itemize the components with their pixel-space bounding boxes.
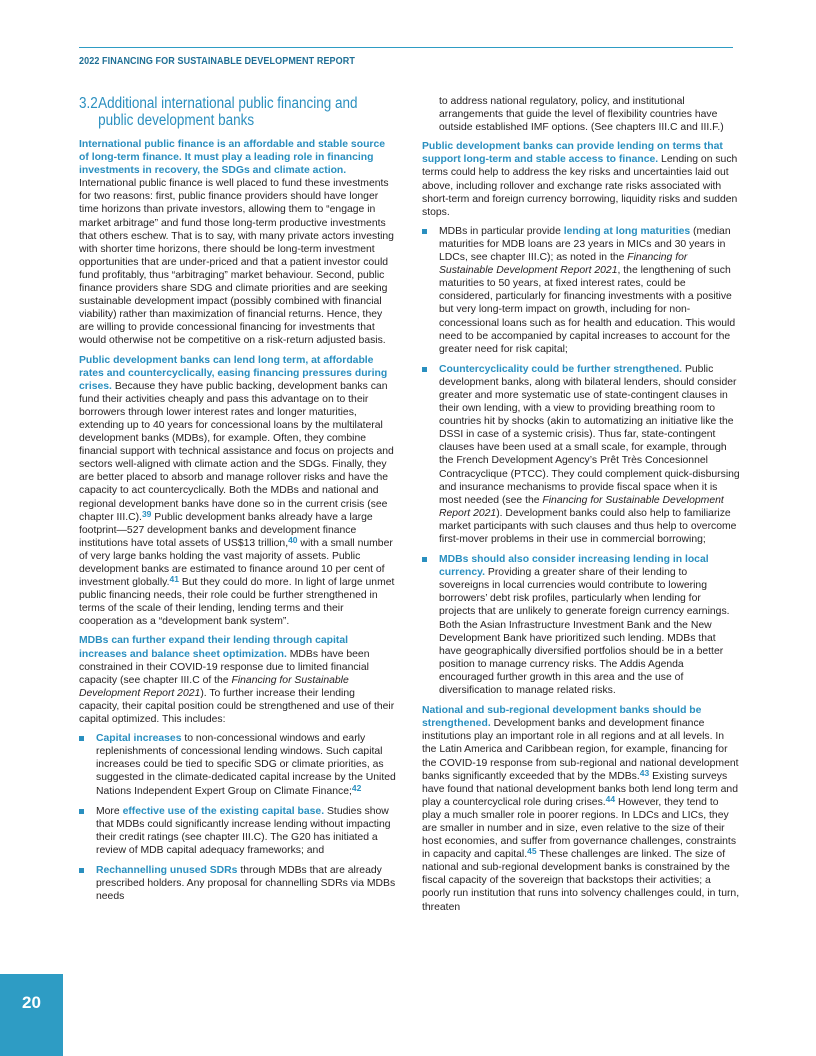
page-number-tab: [0, 974, 63, 1056]
footnote-ref-41[interactable]: 41: [169, 574, 179, 585]
section-title: [79, 95, 397, 129]
right-column: [422, 95, 740, 920]
paragraph-body: Lending on such terms could help to address the key risks and uncertainties laid out above, including rollover and exchange rate risks associated with short-term and foreign currency borrowing, liquidity risks and sudden stops.: [422, 154, 738, 218]
bullet-item-local-currency: [422, 553, 740, 697]
bullet-body: (median maturities for MDB loans are 23 years in MICs and 30 years in LDCs, see chapter III.C); as noted in the: [439, 225, 731, 264]
bullet-list-lending: [422, 225, 740, 697]
header-rule: [79, 47, 733, 48]
paragraph-body: Development banks and development finance institutions play an important role in all regions and at all levels. In the Latin America and Caribbean region, for example, financing for the COVID-19 response from sub-regional and national development banks significantly exceeded that by the MDBs.: [422, 718, 739, 782]
bullet-body: to non-concessional windows and early replenishments of concessional lending windows. Such capital increases could be tied to specific SDG or climate priorities, as suggested in the climate-dedicated capital increase by the United Nations Independent Expert Group on Climate Finance;: [96, 733, 396, 797]
paragraph-national-development-banks: [422, 704, 740, 914]
paragraph-body: However, they tend to play a much smaller role in poorer regions. In LDCs and LICs, they are smaller in number and in size, even relative to the size of their host economies, and suffer from governance challenges, constraints in capacity and capital.: [422, 796, 737, 861]
bullet-body: More: [96, 805, 123, 817]
left-column: [79, 95, 397, 910]
report-title-italic: Financing for Sustainable Development Report 2021: [439, 252, 688, 277]
bullet-body: ). Development banks could also help to familiarize market participants with such clauses and thus help to overcome first-mover problems in their use in commercial borrowing;: [439, 507, 737, 545]
footnote-ref-39[interactable]: 39: [141, 508, 152, 519]
paragraph-lead: Public development banks can provide lending on terms that support long-term and stable access to finance.: [422, 141, 723, 166]
bullet-highlight: Countercyclicality could be further strengthened.: [439, 363, 683, 375]
paragraph-body: International public finance is well placed to fund these investments for two reasons: first, public finance providers should have longer time horizons than private investors, allowing them to “engage in market arbitrage” and fund those long-term productive investments that others eschew. That is to say, with many private actors investing with shorter time horizons, there should be long-term investment opportunities that are under-priced and that a patient investor could fund profitably, thus “arbitraging” market behaviour. Second, public finance providers share SDG and climate priorities and are seeking sustainable development impact (possibly combined with financial viability) rather than maximization of financial returns. Hence, they are willing to provide concessional financing for investments that would otherwise not be competitive on a risk-return adjusted basis.: [79, 178, 394, 347]
report-title-italic: Financing for Sustainable Development Report 2021: [79, 674, 349, 699]
bullet-square-icon: [422, 557, 427, 562]
paragraph-body: ). To further increase their lending capacity, their capital position could be strengthened and use of their capital optimized. This includes:: [79, 687, 395, 726]
paragraph-body: Existing surveys have found that national development banks both lend long term and play a countercyclical role during crises.: [422, 770, 738, 808]
bullet-continuation: to address national regulatory, policy, and institutional arrangements that guide the level of flexibility countries have outside established IMF options. (See chapters III.C and III.F.): [439, 96, 724, 134]
bullet-item-countercyclicality: [422, 363, 740, 546]
paragraph-public-development-banks: [79, 354, 397, 629]
bullet-item-capital-increases: [79, 732, 397, 797]
bullet-highlight: MDBs should also consider increasing lending in local currency.: [439, 554, 709, 579]
bullet-body: Providing a greater share of their lending to sovereigns in local currencies would contribute to lowering borrowers’ debt risk profiles, particularly when lending for projects that are unlikely to generate foreign currency earnings. Both the Asian Infrastructure Investment Bank and the New Development Bank have prioritized such lending. MDBs that have geographically diversified portfolios should be in a better position to manage currency risks. The Addis Agenda encouraged further growth in this area and the use of diversification to manage related risks.: [439, 567, 730, 697]
bullet-square-icon: [79, 809, 84, 814]
bullet-highlight: Rechannelling unused SDRs: [96, 864, 238, 876]
paragraph-body: These challenges are linked. The size of national and sub-regional development banks is constrained by the fiscal capacity of the sovereign that backstops their activities; a poorly run institution that runs into solvency challenges could, in turn, threaten: [422, 849, 740, 913]
footnote-ref-44[interactable]: 44: [605, 793, 616, 804]
footnote-ref-45[interactable]: 45: [527, 846, 537, 857]
paragraph-lead: MDBs can further expand their lending through capital increases and balance sheet optimization.: [79, 635, 349, 660]
paragraph-lead: Public development banks can lend long term, at affordable rates and countercyclically, easing financing pressures during crises.: [79, 354, 388, 392]
bullet-highlight: effective use of the existing capital base.: [122, 805, 325, 817]
bullet-square-icon: [422, 367, 427, 372]
bullet-item-rechannelling-sdrs: [79, 864, 397, 903]
paragraph-mdb-lending-expansion: [79, 634, 397, 726]
bullet-highlight: Capital increases: [96, 733, 182, 745]
paragraph-lending-terms: [422, 140, 740, 219]
section-title-line2: public development banks: [98, 112, 255, 129]
bullet-highlight: lending at long maturities: [563, 225, 691, 237]
footnote-ref-42[interactable]: 42: [351, 782, 362, 793]
footnote-ref-40[interactable]: 40: [288, 534, 298, 545]
footnote-ref-43[interactable]: 43: [639, 767, 650, 778]
paragraph-body: MDBs have been constrained in their COVID-19 response due to limited financial capacity (see chapter III.C of the: [79, 648, 370, 686]
paragraph-lead: International public finance is an affordable and stable source of long-term finance. It must play a leading role in financing investments in recovery, the SDGs and climate action.: [79, 139, 386, 177]
running-head: 2022 FINANCING FOR SUSTAINABLE DEVELOPMENT REPORT: [79, 55, 355, 67]
bullet-body: MDBs in particular provide: [439, 225, 564, 237]
paragraph-body: Because they have public backing, development banks can fund their activities cheaply and pass this advantage on to their borrowers through lower interest rates and longer maturities, extending up to 40 years for concessional loans by the multilateral development banks (MDBs), for example. Often, they combine financial support with technical assistance and focus on projects and sectors well-aligned with climate action and the SDGs. Finally, they are better placed to absorb and manage rollover risks and have the capacity to act countercyclically. Both the MDBs and national and regional development banks have done so in the current crisis (see chapter III.C).: [79, 380, 394, 523]
paragraph-lead: National and sub-regional development banks should be strengthened.: [422, 705, 702, 730]
page-number: 20: [22, 993, 41, 1012]
bullet-body: through MDBs that are already prescribed holders. Any proposal for channelling SDRs via MDBs needs: [96, 864, 396, 903]
bullet-list-capital: [79, 732, 397, 903]
bullet-body: Studies show that MDBs could significantly increase lending without impacting their credit ratings (see chapter III.C). The G20 has initiated a review of MDB capital adequacy frameworks; and: [96, 805, 391, 856]
paragraph-body: But they could do more. In light of large unmet public financing needs, their role could be further strengthened in terms of the scale of their lending, lending terms and their cooperation as a “development bank system”.: [79, 577, 395, 628]
report-title-italic: Financing for Sustainable Development Report 2021: [439, 494, 724, 519]
paragraph-body: with a small number of very large banks holding the vast majority of assets. Public development banks are estimated to finance around 10 per cent of investment globally.: [79, 537, 393, 589]
bullet-item-capital-base: [79, 805, 397, 857]
bullet-body: Public development banks, along with bilateral lenders, should consider greater and more systematic use of state-contingent clauses in their own lending, with a view to providing breathing room to countries hit by shocks (akin to automatizing an initiative like the DSSI in case of a systemic crisis). Thus far, state-contingent clauses have been used at a small scale, for example, through the French Development Agency’s Prêt Très Concesionnel Contracyclique (PTCC). They could complement quick-disbursing and insurance mechanisms to provide fiscal space when it is most needed (see the: [439, 363, 740, 506]
bullet-square-icon: [79, 868, 84, 873]
bullet-square-icon: [79, 736, 84, 741]
section-title-line1: Additional international public financing and: [98, 95, 358, 112]
bullet-item-long-maturities: [422, 225, 740, 356]
paragraph-international-public-finance: [79, 138, 397, 348]
paragraph-body: Public development banks already have a large footprint—527 development banks and development finance institutions have total assets of US$13 trillion,: [79, 511, 373, 549]
bullet-body: , the lengthening of such maturities to 50 years, at fixed interest rates, could be considered, particularly for financing investments with a positive but very long-term impact on growth, including for non-concessional loans such as for health and education. This would need to be accompanied by capital increases to account for the greater need for risk capital;: [439, 265, 736, 355]
section-number: 3.2: [79, 95, 98, 112]
bullet-square-icon: [422, 229, 427, 234]
